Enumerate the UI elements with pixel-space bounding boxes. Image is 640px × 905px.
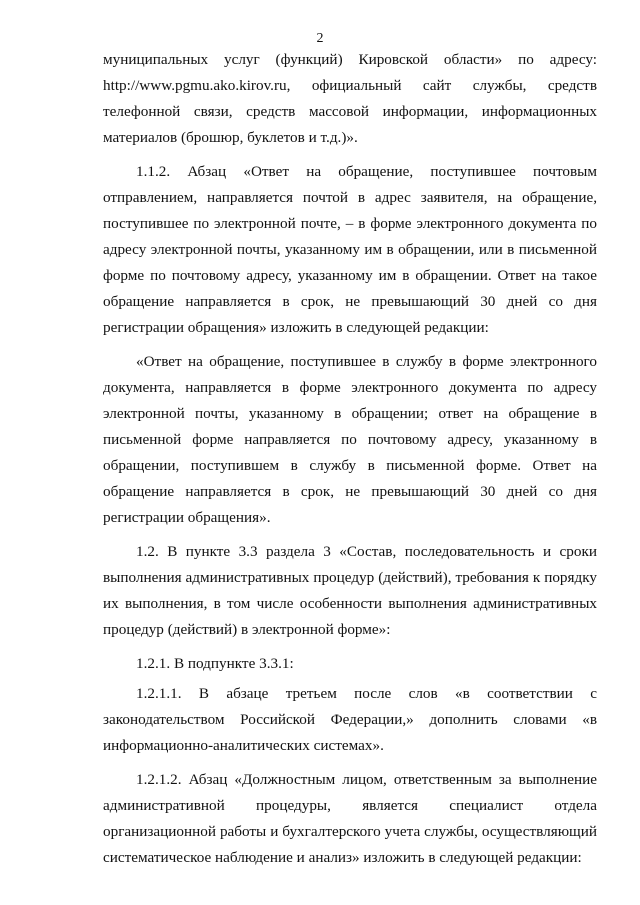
document-body: [103, 47, 597, 879]
paragraph-1-2-1-1: 1.2.1.1. В абзаце третьем после слов «в соответствии с законодательством Российской Федерации,» дополнить словами «в информационно-аналитических системах».: [103, 685, 597, 754]
page-number: 2: [316, 31, 324, 46]
paragraph-1-2-1: 1.2.1. В подпункте 3.3.1:: [136, 655, 294, 672]
paragraph-1-1-2: 1.1.2. Абзац «Ответ на обращение, поступившее почтовым отправлением, направляется почтой в адрес заявителя, на обращение, поступившее по электронной почте, – в форме электронного документа по адресу электронной почты, указанному им в обращении, или в письменной форме по почтовому адресу, указанному им в обращении. Ответ на такое обращение направляется в срок, не превышающий 30 дней со дня регистрации обращения» изложить в следующей редакции:: [103, 163, 597, 336]
paragraph-1-2-1-2: 1.2.1.2. Абзац «Должностным лицом, ответственным за выполнение административной процедуры, является специалист отдела организационной работы и бухгалтерского учета службы, осуществляющий систематическое наблюдение и анализ» изложить в следующей редакции:: [103, 771, 597, 866]
paragraph-continuation: муниципальных услуг (функций) Кировской области» по адресу: http://www.pgmu.ako.kirov.ru, официальный сайт службы, средств телефонной связи, средств массовой информации, информационных материалов (брошюр, буклетов и т.д.)».: [103, 51, 597, 146]
paragraph-quoted-new-wording: «Ответ на обращение, поступившее в службу в форме электронного документа, направляется в форме электронного документа по адресу электронной почты, указанному в обращении; ответ на обращение в письменной форме направляется по почтовому адресу, указанному в обращении, поступившем в службу в письменной форме. Ответ на обращение направляется в срок, не превышающий 30 дней со дня регистрации обращения».: [103, 353, 597, 526]
paragraph-1-2: 1.2. В пункте 3.3 раздела 3 «Состав, последовательность и сроки выполнения административных процедур (действий), требования к порядку их выполнения, в том числе особенности выполнения административных процедур (действий) в электронной форме»:: [103, 543, 597, 638]
